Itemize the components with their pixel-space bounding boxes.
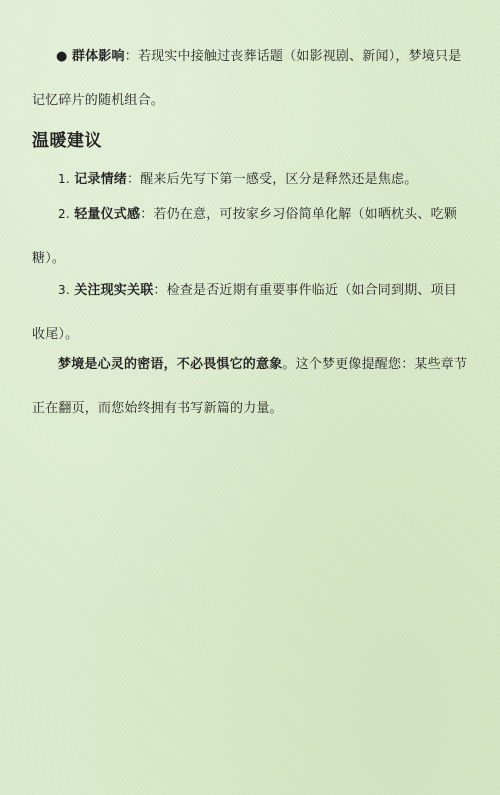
closing-lead: 梦境是心灵的密语，不必畏惧它的意象 (58, 357, 283, 372)
list-item-text: ：检查是否近期有重要事件临近（如合同到期、项目收尾）。 (32, 283, 458, 342)
bullet-paragraph (32, 35, 468, 123)
closing-text: 。这个梦更像提醒您：某些章节正在翻页，而您始终拥有书写新篇的力量。 (32, 357, 468, 416)
list-item-number: 2. (58, 207, 70, 221)
list-item-lead: 轻量仪式感 (74, 207, 141, 222)
list-item-lead: 记录情绪 (74, 172, 128, 187)
bullet-marker: ● (56, 49, 68, 64)
list-item-lead: 关注现实关联 (74, 283, 154, 298)
list-item-number: 1. (58, 172, 70, 186)
list-item-number: 3. (58, 283, 70, 297)
closing-paragraph (32, 343, 468, 431)
section-heading: 温暖建议 (32, 131, 102, 151)
bullet-text: ：若现实中接触过丧葬话题（如影视剧、新闻），梦境只是记忆碎片的随机组合。 (32, 49, 462, 108)
list-item-text: ：若仍在意，可按家乡习俗简单化解（如晒枕头、吃颗糖）。 (32, 207, 458, 266)
bullet-lead: 群体影响 (71, 49, 125, 64)
list-item-text: ：醒来后先写下第一感受，区分是释然还是焦虑。 (127, 172, 418, 187)
